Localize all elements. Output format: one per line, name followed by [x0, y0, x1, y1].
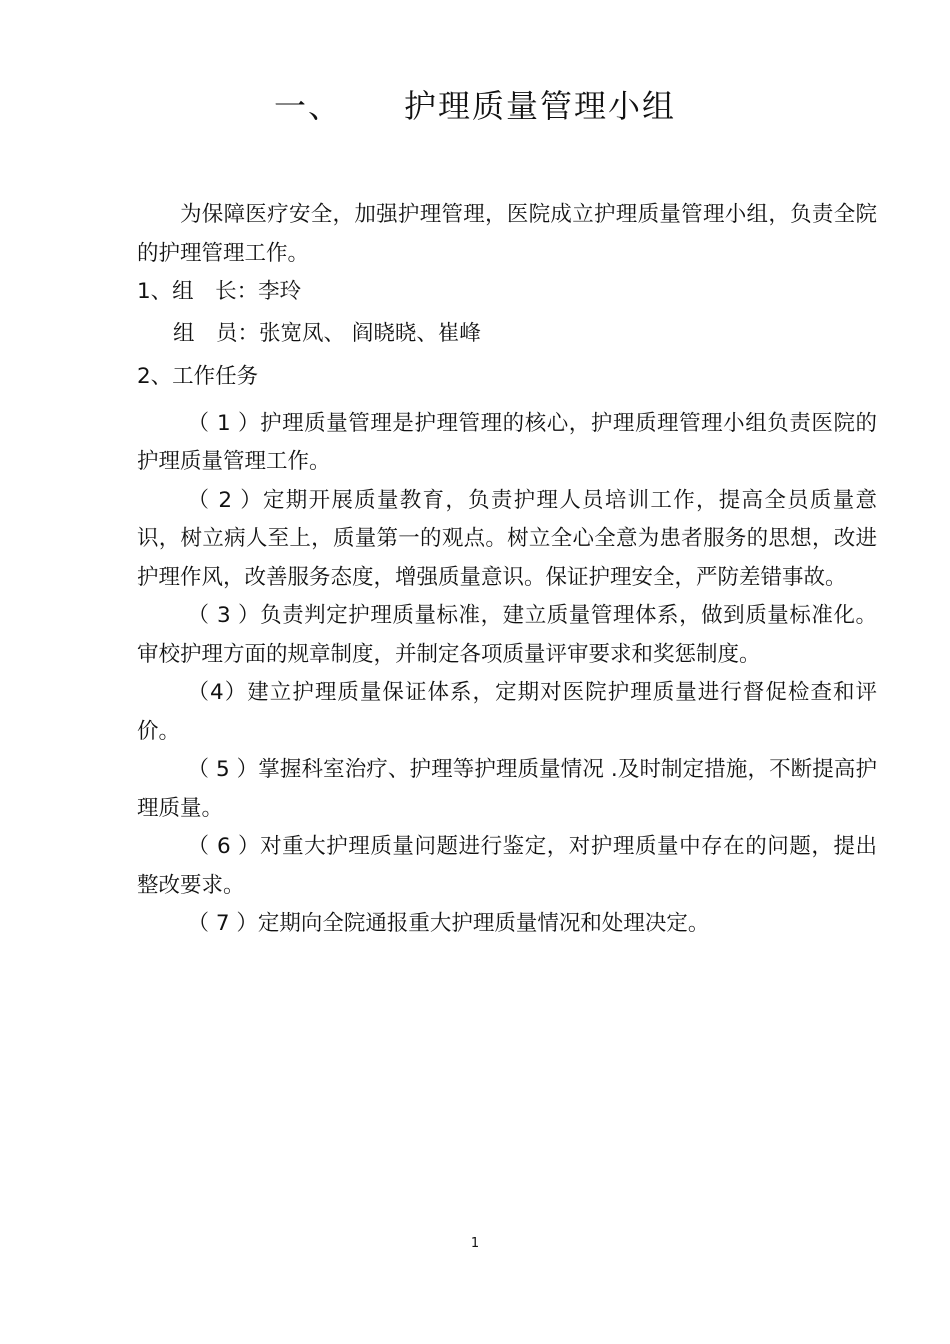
intro-paragraph: 为保障医疗安全，加强护理管理，医院成立护理质量管理小组，负责全院的护理管理工作。 — [137, 202, 877, 266]
section-number: 一、 — [273, 87, 342, 125]
task-item-5: （ 5 ）掌握科室治疗、护理等护理质量情况 .及时制定措施，不断提高护理质量。 — [137, 757, 877, 821]
document-body — [137, 196, 877, 944]
tasks-heading: 2、工作任务 — [137, 364, 259, 389]
section-title — [0, 84, 950, 128]
task-item-3: （ 3 ）负责判定护理质量标准，建立质量管理体系，做到质量标准化。审校护理方面的规章制度，并制定各项质量评审要求和奖惩制度。 — [137, 603, 877, 667]
page-number: 1 — [470, 1236, 480, 1251]
section-heading-text: 护理质量管理小组 — [404, 87, 677, 125]
task-item-2: （ 2 ）定期开展质量教育，负责护理人员培训工作，提高全员质量意识，树立病人至上，质量第一的观点。树立全心全意为患者服务的思想，改进护理作风，改善服务态度，增强质量意识。保证护理安全，严防差错事故。 — [137, 487, 877, 590]
group-members-line: 组 员：张宽凤、 阎晓晓、崔峰 — [173, 320, 481, 346]
task-item-6: （ 6 ）对重大护理质量问题进行鉴定，对护理质量中存在的问题，提出整改要求。 — [137, 834, 877, 898]
task-item-4: （4）建立护理质量保证体系，定期对医院护理质量进行督促检查和评价。 — [137, 680, 877, 744]
group-leader-line: 1、组 长：李玲 — [137, 279, 302, 304]
task-item-1: （ 1 ）护理质量管理是护理管理的核心，护理质理管理小组负责医院的护理质量管理工作。 — [137, 410, 877, 474]
task-item-7: （ 7 ）定期向全院通报重大护理质量情况和处理决定。 — [187, 911, 710, 936]
